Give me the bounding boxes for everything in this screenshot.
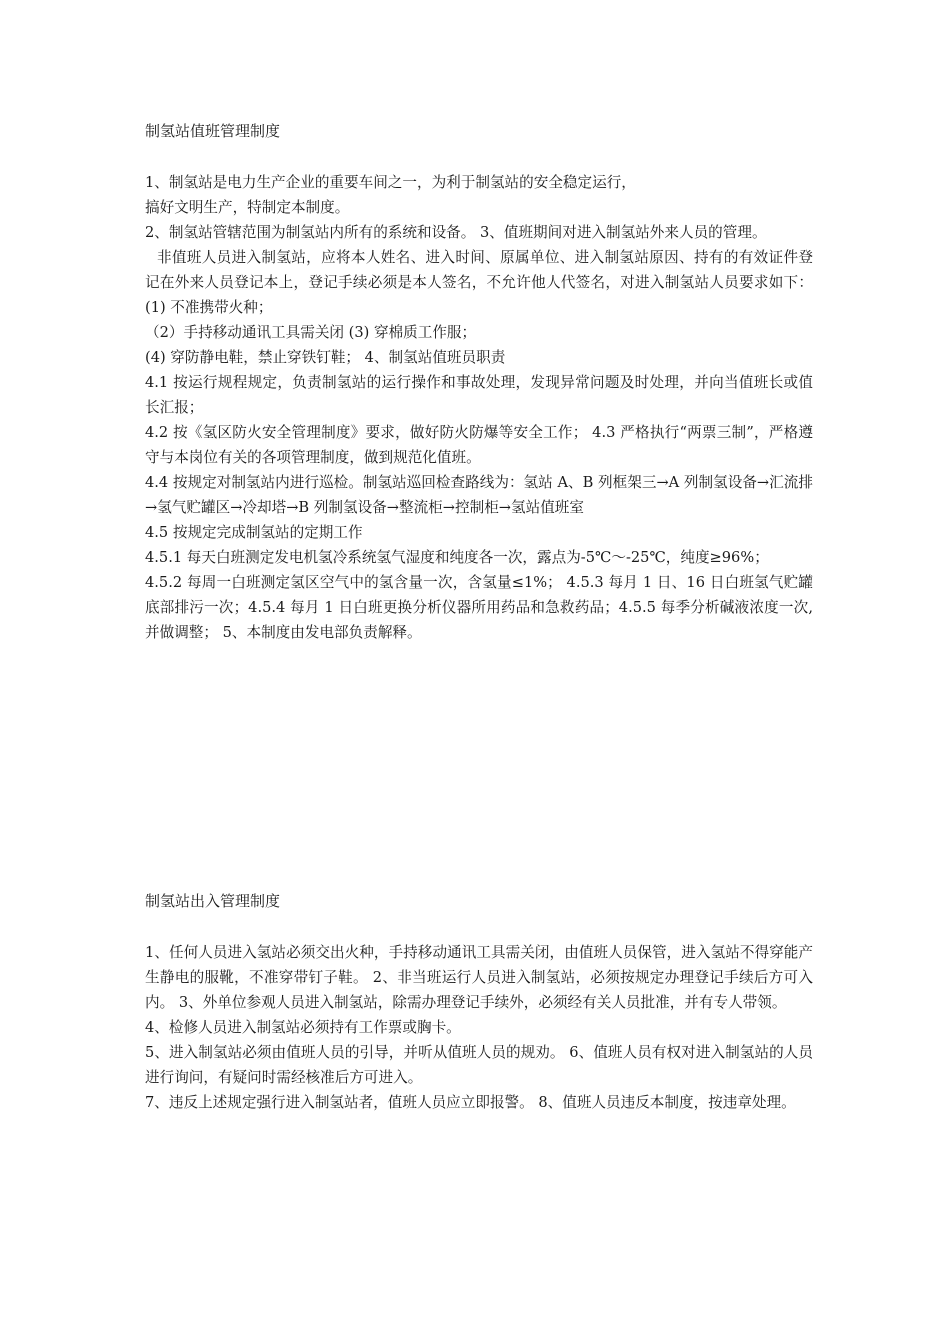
section-title: 制氢站值班管理制度 bbox=[145, 122, 281, 140]
paragraph: 7、违反上述规定强行进入制氢站者，值班人员应立即报警。 8、值班人员违反本制度，按违章处理。 bbox=[145, 1094, 796, 1111]
paragraph: 4.5 按规定完成制氢站的定期工作 bbox=[145, 524, 363, 541]
paragraph: 4.2 按《氢区防火安全管理制度》要求，做好防火防爆等安全工作； 4.3 严格执行“两票三制”，严格遵守与本岗位有关的各项管理制度，做到规范化值班。 bbox=[145, 424, 813, 466]
paragraph: 非值班人员进入制氢站，应将本人姓名、进入时间、原属单位、进入制氢站原因、持有的有效证件登记在外来人员登记本上，登记手续必须是本人签名，不允许他人代签名，对进入制氢站人员要求如下： (1) 不准携带火种； bbox=[145, 249, 813, 316]
paragraph: 5、进入制氢站必须由值班人员的引导，并听从值班人员的规劝。 6、值班人员有权对进入制氢站的人员进行询问，有疑问时需经核准后方可进入。 bbox=[145, 1044, 813, 1086]
paragraph: 4、检修人员进入制氢站必须持有工作票或胸卡。 bbox=[145, 1019, 461, 1036]
section-access-management bbox=[145, 888, 813, 1115]
paragraph: 4.5.2 每周一白班测定氢区空气中的氢含量一次，含氢量≤1%； 4.5.3 每月 1 日、16 日白班氢气贮罐底部排污一次；4.5.4 每月 1 日白班更换分析仪器所用药品和急救药品；4.5.5 每季分析碱液浓度一次,并做调整； 5、本制度由发电部负责解释。 bbox=[145, 574, 813, 641]
paragraph: 2、制氢站管辖范围为制氢站内所有的系统和设备。 3、值班期间对进入制氢站外来人员的管理。 bbox=[145, 224, 767, 241]
paragraph: (4) 穿防静电鞋，禁止穿铁钉鞋； 4、制氢站值班员职责 bbox=[145, 349, 506, 366]
paragraph: 4.5.1 每天白班测定发电机氢冷系统氢气湿度和纯度各一次，露点为-5℃～-25℃，纯度≥96%； bbox=[145, 549, 769, 566]
paragraph: 搞好文明生产，特制定本制度。 bbox=[145, 199, 350, 216]
section-title: 制氢站出入管理制度 bbox=[145, 892, 281, 910]
paragraph: （2）手持移动通讯工具需关闭 (3) 穿棉质工作服； bbox=[145, 324, 477, 341]
paragraph: 1、制氢站是电力生产企业的重要车间之一，为利于制氢站的安全稳定运行， bbox=[145, 174, 636, 191]
section-duty-management bbox=[145, 118, 813, 645]
paragraph: 1、任何人员进入氢站必须交出火种，手持移动通讯工具需关闭，由值班人员保管，进入氢站不得穿能产生静电的服靴，不准穿带钉子鞋。 2、非当班运行人员进入制氢站，必须按规定办理登记手续后方可入内。 3、外单位参观人员进入制氢站，除需办理登记手续外，必须经有关人员批准，并有专人带领。 bbox=[145, 944, 813, 1011]
paragraph: 4.4 按规定对制氢站内进行巡检。制氢站巡回检查路线为：氢站 A、B 列框架三→A 列制氢设备→汇流排→氢气贮罐区→冷却塔→B 列制氢设备→整流柜→控制柜→氢站值班室 bbox=[145, 474, 813, 516]
paragraph: 4.1 按运行规程规定，负责制氢站的运行操作和事故处理，发现异常问题及时处理，并向当值班长或值长汇报； bbox=[145, 374, 813, 416]
